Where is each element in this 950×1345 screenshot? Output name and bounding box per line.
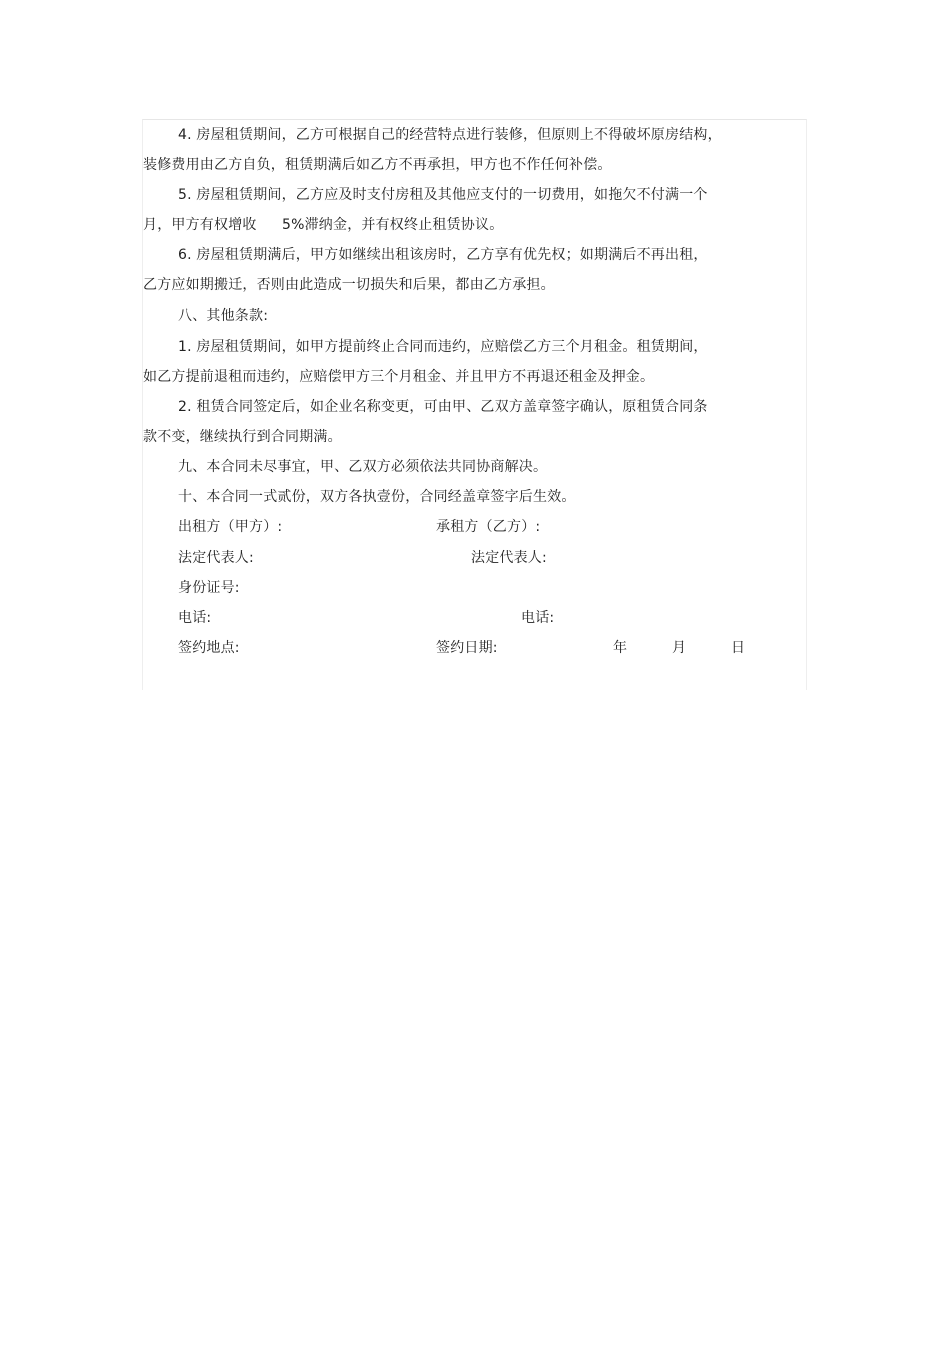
signing-place-label: 签约地点: [178, 640, 240, 656]
clause-6-line-2: 乙方应如期搬迁，否则由此造成一切损失和后果，都由乙方承担。 [143, 277, 555, 293]
clause-4-line-2: 装修费用由乙方自负，租赁期满后如乙方不再承担，甲方也不作任何补偿。 [143, 157, 612, 173]
section-8-item-2-line-1: 2. 租赁合同签定后，如企业名称变更，可由甲、乙双方盖章签字确认，原租赁合同条 [178, 399, 708, 415]
clause-6-line-1: 6. 房屋租赁期满后，甲方如继续出租该房时，乙方享有优先权；如期满后不再出租， [178, 247, 708, 263]
clause-5-line-1: 5. 房屋租赁期间，乙方应及时支付房租及其他应支付的一切费用，如拖欠不付满一个 [178, 187, 708, 203]
phone-left-label: 电话: [178, 610, 212, 626]
phone-right-label: 电话: [521, 610, 555, 626]
section-8-item-2-line-2: 款不变，继续执行到合同期满。 [143, 429, 342, 445]
date-day-label: 日 [731, 640, 746, 656]
lessee-label: 承租方（乙方）: [436, 519, 541, 535]
section-8-item-1-line-2: 如乙方提前退租而违约，应赔偿甲方三个月租金、并且甲方不再退还租金及押金。 [143, 369, 655, 385]
section-8-heading: 八、其他条款: [178, 308, 269, 324]
lessor-label: 出租方（甲方）: [178, 519, 283, 535]
section-8-item-1-line-1: 1. 房屋租赁期间，如甲方提前终止合同而违约，应赔偿乙方三个月租金。租赁期间， [178, 339, 708, 355]
date-year-label: 年 [613, 640, 628, 656]
section-9: 九、本合同未尽事宜，甲、乙双方必须依法共同协商解决。 [178, 459, 548, 475]
signing-date-label: 签约日期: [436, 640, 498, 656]
clause-4-line-1: 4. 房屋租赁期间，乙方可根据自己的经营特点进行装修，但原则上不得破坏原房结构， [178, 127, 722, 143]
legal-rep-left-label: 法定代表人: [178, 550, 254, 566]
clause-5-line-2a: 月，甲方有权增收 [143, 217, 257, 233]
date-month-label: 月 [672, 640, 687, 656]
id-number-label: 身份证号: [178, 580, 240, 596]
section-10: 十、本合同一式贰份，双方各执壹份，合同经盖章签字后生效。 [178, 489, 576, 505]
legal-rep-right-label: 法定代表人: [471, 550, 547, 566]
clause-5-line-2b: 5%滞纳金，并有权终止租赁协议。 [282, 217, 504, 233]
